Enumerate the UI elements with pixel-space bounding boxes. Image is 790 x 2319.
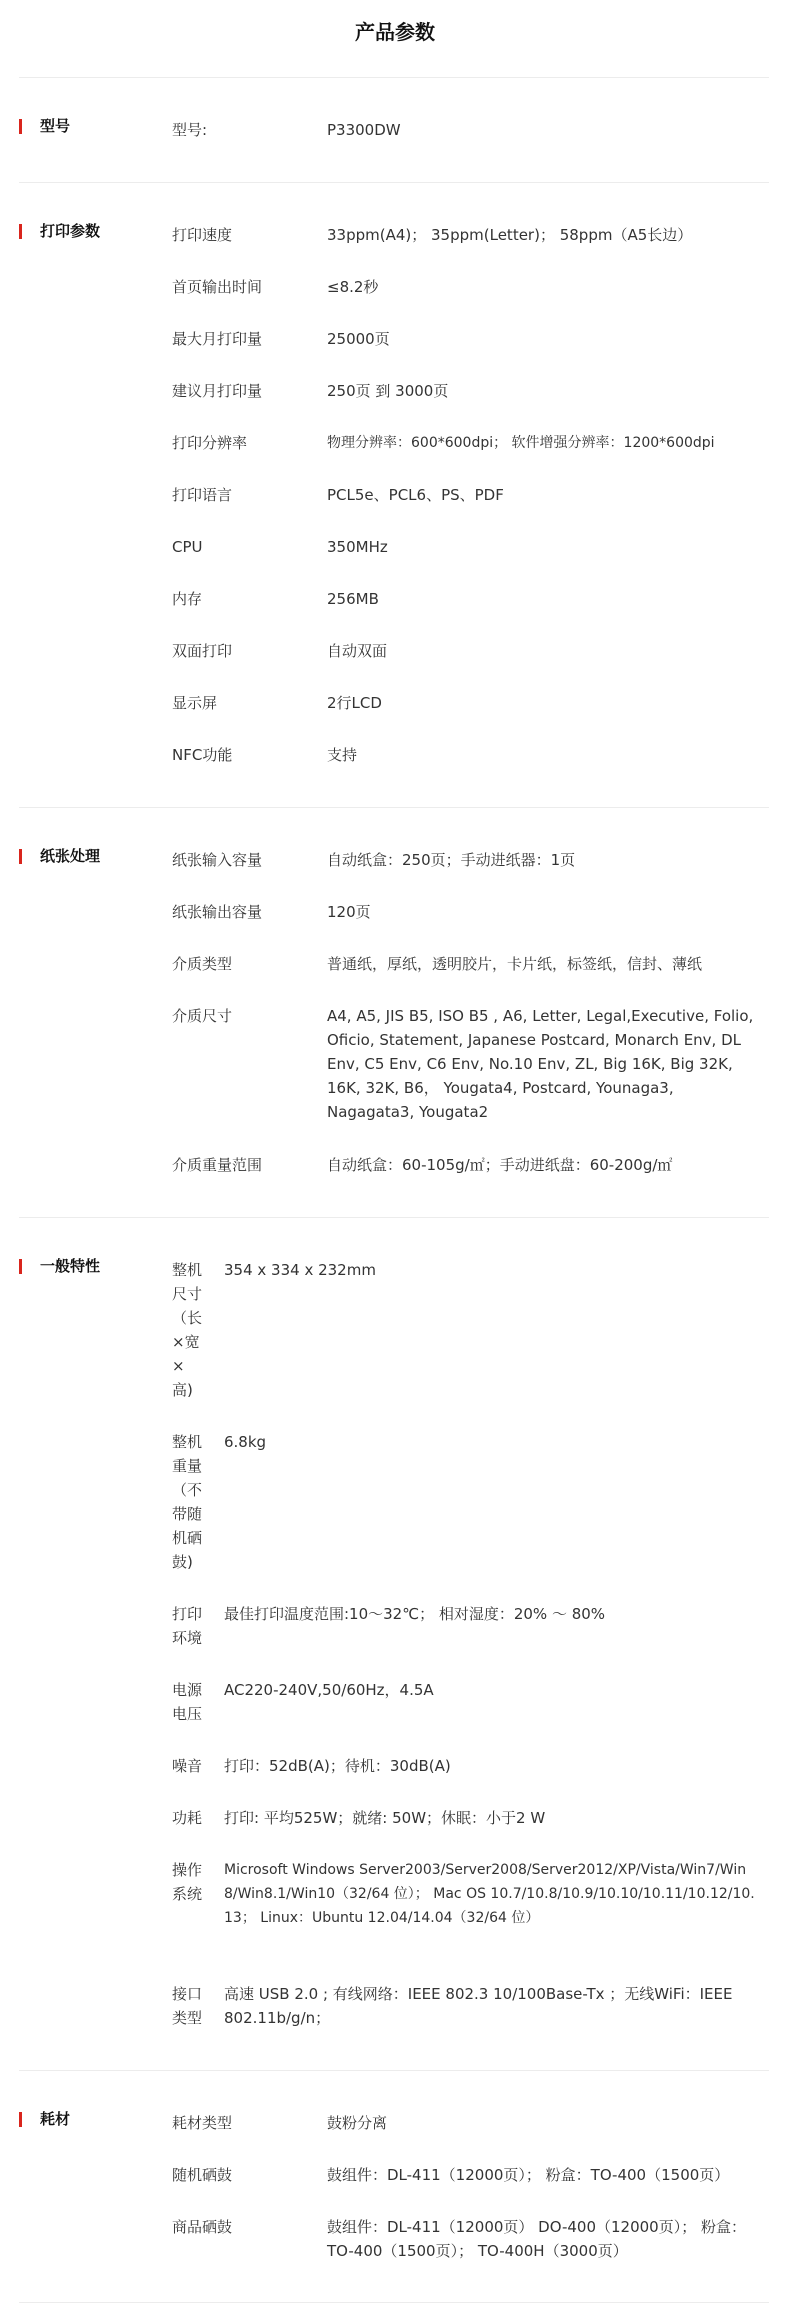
spec-value: 350MHz bbox=[327, 538, 388, 556]
spec-label: 介质尺寸 bbox=[172, 1007, 233, 1025]
spec-label: 打印速度 bbox=[172, 226, 233, 244]
spec-value: 354 x 334 x 232mm bbox=[224, 1261, 376, 1279]
divider bbox=[19, 2070, 769, 2071]
spec-value: 最佳打印温度范围:10～32℃； 相对湿度：20% ～ 80% bbox=[224, 1605, 606, 1623]
divider bbox=[19, 1217, 769, 1218]
spec-label: 功耗 bbox=[172, 1809, 203, 1827]
spec-label: 首页输出时间 bbox=[172, 278, 263, 296]
section-marker bbox=[19, 119, 22, 134]
section-title: 打印参数 bbox=[40, 222, 101, 240]
section-marker bbox=[19, 2112, 22, 2127]
spec-value: 6.8kg bbox=[224, 1433, 267, 1451]
spec-label: 整机重量（不带随机硒鼓) bbox=[172, 1433, 203, 1571]
spec-value: 33ppm(A4)； 35ppm(Letter)； 58ppm（A5长边） bbox=[327, 226, 693, 244]
spec-label: 内存 bbox=[172, 590, 203, 608]
divider bbox=[19, 182, 769, 183]
spec-value: 普通纸，厚纸，透明胶片，卡片纸，标签纸，信封、薄纸 bbox=[327, 955, 703, 973]
spec-label: 电源电压 bbox=[172, 1681, 203, 1723]
spec-value: 自动纸盒：250页；手动进纸器：1页 bbox=[327, 851, 576, 869]
spec-value: 支持 bbox=[327, 746, 358, 764]
section-title: 纸张处理 bbox=[40, 847, 101, 865]
spec-value: 鼓组件：DL-411（12000页）； 粉盒：TO-400（1500页） bbox=[327, 2166, 730, 2184]
spec-value: PCL5e、PCL6、PS、PDF bbox=[327, 486, 504, 504]
spec-label: 最大月打印量 bbox=[172, 330, 263, 348]
spec-label: 纸张输入容量 bbox=[172, 851, 263, 869]
spec-value: 25000页 bbox=[327, 330, 390, 348]
spec-label: 纸张输出容量 bbox=[172, 903, 263, 921]
spec-label: 操作系统 bbox=[172, 1861, 203, 1903]
spec-label: 显示屏 bbox=[172, 694, 218, 712]
section-marker bbox=[19, 224, 22, 239]
spec-value: 250页 到 3000页 bbox=[327, 382, 449, 400]
spec-label: 耗材类型 bbox=[172, 2114, 233, 2132]
spec-label: 整机尺寸（长×宽×高) bbox=[172, 1261, 203, 1399]
spec-label: 打印环境 bbox=[172, 1605, 203, 1647]
spec-value: 打印：52dB(A)；待机：30dB(A) bbox=[224, 1757, 451, 1775]
spec-value: 鼓组件：DL-411（12000页） DO-400（12000页）； 粉盒：TO-400（1500页）； TO-400H（3000页） bbox=[327, 2218, 746, 2260]
spec-value: 2行LCD bbox=[327, 694, 382, 712]
spec-value: 物理分辨率：600*600dpi； 软件增强分辨率：1200*600dpi bbox=[327, 435, 715, 451]
spec-label: 打印语言 bbox=[172, 486, 233, 504]
spec-label: 打印分辨率 bbox=[172, 434, 248, 452]
spec-value: A4, A5, JIS B5, ISO B5 , A6, Letter, Legal,Executive, Folio, Oficio, Statement, Japanese Postcard, Monarch Env, DL Env, C5 Env, C6 Env, No.10 Env, ZL, Big 16K, Big 32K, 16K, 32K, B6， Yougata4, Postcard, Younaga3, Nagagata3, Yougata2 bbox=[327, 1007, 754, 1121]
spec-value: 打印: 平均525W；就绪: 50W；休眠：小于2 W bbox=[224, 1809, 546, 1827]
spec-value: 自动双面 bbox=[327, 642, 388, 660]
divider bbox=[19, 77, 769, 78]
spec-label: 建议月打印量 bbox=[172, 382, 263, 400]
divider bbox=[19, 2302, 769, 2303]
spec-label: 噪音 bbox=[172, 1757, 203, 1775]
spec-value: ≤8.2秒 bbox=[327, 278, 379, 296]
spec-label: 型号: bbox=[172, 121, 208, 139]
spec-value: 高速 USB 2.0 ; 有线网络：IEEE 802.3 10/100Base-Tx ；无线WiFi：IEEE 802.11b/g/n； bbox=[224, 1985, 733, 2027]
section-title: 一般特性 bbox=[40, 1257, 101, 1275]
spec-value: 256MB bbox=[327, 590, 379, 608]
spec-label: 商品硒鼓 bbox=[172, 2218, 233, 2236]
spec-label: CPU bbox=[172, 538, 203, 556]
divider bbox=[19, 807, 769, 808]
page-title: 产品参数 bbox=[355, 20, 435, 44]
spec-label: NFC功能 bbox=[172, 746, 233, 764]
spec-value: 鼓粉分离 bbox=[327, 2114, 388, 2132]
section-title: 耗材 bbox=[40, 2110, 71, 2128]
section-marker bbox=[19, 849, 22, 864]
spec-label: 介质重量范围 bbox=[172, 1156, 263, 1174]
spec-label: 随机硒鼓 bbox=[172, 2166, 233, 2184]
spec-value: P3300DW bbox=[327, 121, 401, 139]
section-title: 型号 bbox=[40, 117, 71, 135]
spec-value: AC220-240V,50/60Hz，4.5A bbox=[224, 1681, 434, 1699]
spec-label: 双面打印 bbox=[172, 642, 233, 660]
spec-label: 接口类型 bbox=[172, 1985, 203, 2027]
section-marker bbox=[19, 1259, 22, 1274]
spec-label: 介质类型 bbox=[172, 955, 233, 973]
spec-value: 自动纸盒：60-105g/㎡；手动进纸盘：60-200g/㎡ bbox=[327, 1156, 673, 1174]
spec-value: 120页 bbox=[327, 903, 371, 921]
spec-value: Microsoft Windows Server2003/Server2008/Server2012/XP/Vista/Win7/Win8/Win8.1/Win10（32/64 位）； Mac OS 10.7/10.8/10.9/10.10/10.11/10.12/10.13； Linux：Ubuntu 12.04/14.04（32/64 位） bbox=[224, 1862, 755, 1926]
